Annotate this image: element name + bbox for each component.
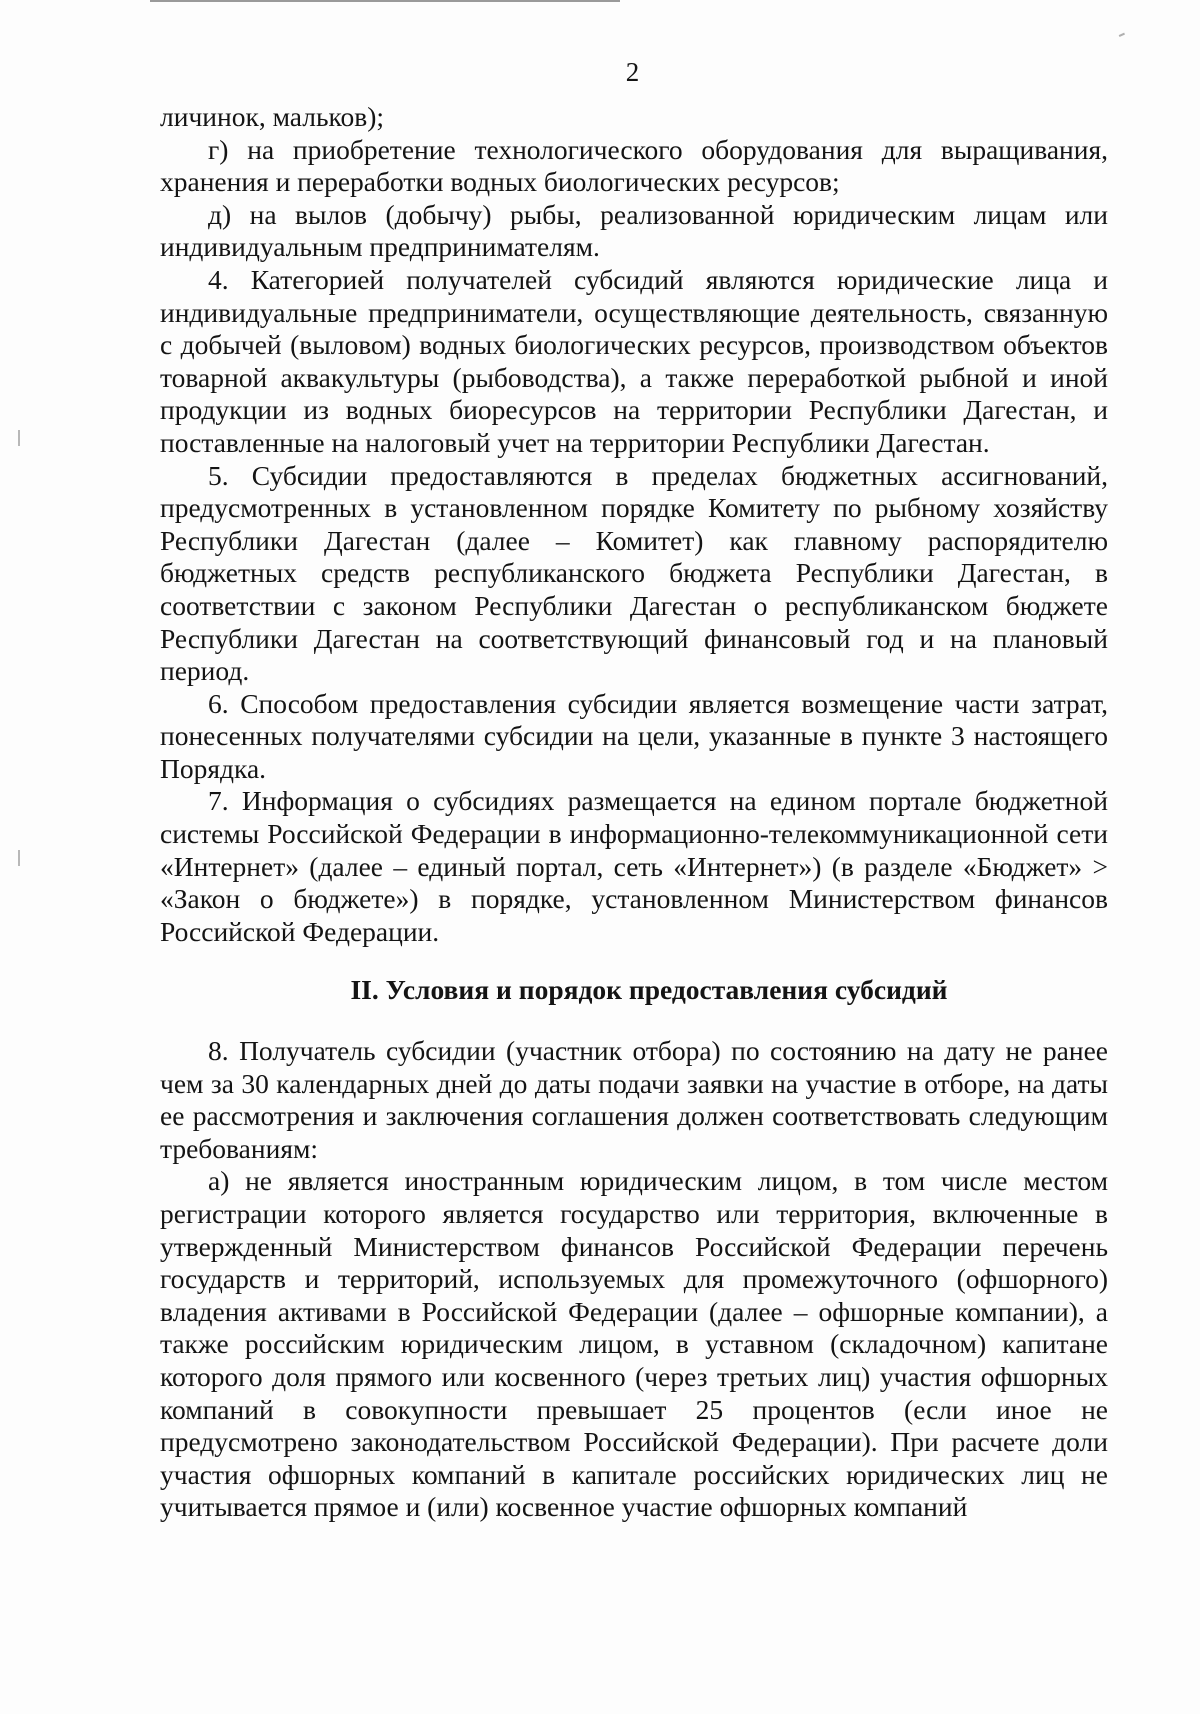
paragraph: 4. Категорией получателей субсидий являются юридические лица и индивидуальные предприниматели, осуществляющие деятельность, связанную с добычей (выловом) водных биологических ресурсов, производством объектов товарной аквакультуры (рыбоводства), а также переработкой рыбной и иной продукции из водных биоресурсов на территории Республики Дагестан, и поставленные на налоговый учет на территории Республики Дагестан. <box>160 263 1108 458</box>
scan-artifact-mark <box>1117 29 1125 37</box>
paragraph: 8. Получатель субсидии (участник отбора) по состоянию на дату не ранее чем за 30 календарных дней до даты подачи заявки на участие в отборе, на даты ее рассмотрения и заключения соглашения должен соответствовать следующим требованиям: <box>160 1035 1108 1164</box>
paragraph: 6. Способом предоставления субсидии является возмещение части затрат, понесенных получателями субсидии на цели, указанные в пункте 3 настоящего Порядка. <box>160 687 1108 784</box>
paragraph: а) не является иностранным юридическим лицом, в том числе местом регистрации которого является государство или территория, включенные в утвержденный Министерством финансов Российской Федерации перечень государств и территорий, используемых для промежуточного (офшорного) владения активами в Российской Федерации (далее – офшорные компании), а также российским юридическим лицом, в уставном (складочном) капитане которого доля прямого или косвенного (через третьих лиц) участия офшорных компаний в совокупности превышает 25 процентов (если иное не предусмотрено законодательством Российской Федерации). При расчете доли участия офшорных компаний в капитале российских юридических лиц не учитывается прямое и (или) косвенное участие офшорных компаний <box>160 1165 1108 1523</box>
section-heading: II. Условия и порядок предоставления субсидий <box>350 974 948 1006</box>
page-number: 2 <box>625 57 640 87</box>
document-body <box>160 101 1108 1524</box>
scan-artifact-mark <box>18 430 20 446</box>
scan-artifact-mark <box>18 850 20 866</box>
paragraph: 7. Информация о субсидиях размещается на едином портале бюджетной системы Российской Федерации в информационно-телекоммуникационной сети «Интернет» (далее – единый портал, сеть «Интернет») (в разделе «Бюджет» > «Закон о бюджете») в порядке, установленном Министерством финансов Российской Федерации. <box>160 785 1108 947</box>
paragraph: 5. Субсидии предоставляются в пределах бюджетных ассигнований, предусмотренных в установленном порядке Комитету по рыбному хозяйству Республики Дагестан (далее – Комитет) как главному распорядителю бюджетных средств республиканского бюджета Республики Дагестан, в соответствии с законом Республики Дагестан о республиканском бюджете Республики Дагестан на соответствующий финансовый год и на плановый период. <box>160 459 1108 687</box>
scan-edge-line <box>150 0 620 2</box>
paragraph: д) на вылов (добычу) рыбы, реализованной юридическим лицам или индивидуальным предпринимателям. <box>160 198 1108 263</box>
paragraph: личинок, мальков); <box>160 101 384 132</box>
paragraph: г) на приобретение технологического оборудования для выращивания, хранения и переработки водных биологических ресурсов; <box>160 133 1108 198</box>
